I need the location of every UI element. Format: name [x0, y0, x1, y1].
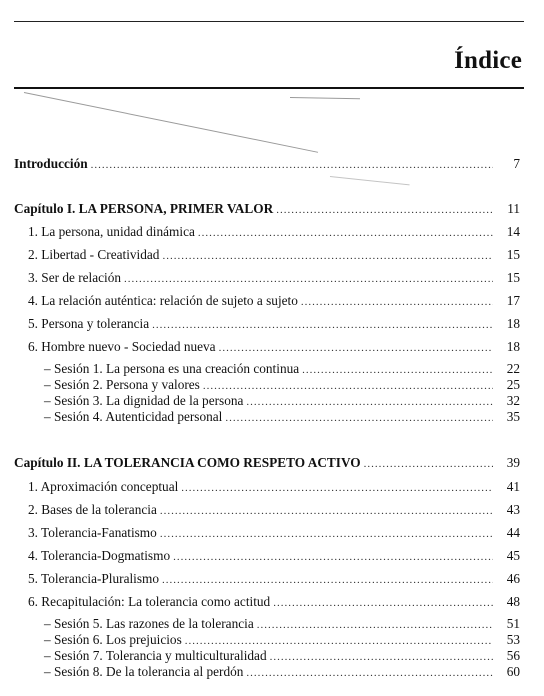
- title-rule: [14, 87, 524, 89]
- toc-session-entry: [44, 409, 520, 425]
- dot-leader: [160, 526, 493, 542]
- toc-entry-label: 4. Tolerancia-Dogmatismo: [28, 548, 171, 563]
- toc-page-number: 41: [506, 479, 520, 494]
- toc-page-number: 7: [513, 156, 520, 171]
- dot-leader: [124, 271, 493, 287]
- toc-entry-label: 3. Tolerancia-Fanatismo: [28, 525, 157, 540]
- toc-entry-label: – Sesión 5. Las razones de la tolerancia: [44, 616, 254, 631]
- toc-section-entry: [28, 525, 520, 541]
- toc-section-entry: [28, 316, 520, 332]
- toc-page-number: 39: [506, 455, 520, 470]
- toc-page-number: 25: [506, 377, 520, 392]
- toc-page-number: 45: [506, 548, 520, 563]
- toc-entry-label: – Sesión 1. La persona es una creación continua: [44, 361, 300, 376]
- dot-leader: [198, 225, 493, 241]
- scan-scratch: [330, 176, 410, 185]
- toc-session-entry: [44, 361, 520, 377]
- toc-page-number: 56: [506, 648, 520, 663]
- toc-entry-label: – Sesión 4. Autenticidad personal: [44, 409, 223, 424]
- toc-session-entry: [44, 648, 520, 664]
- toc-chapter-entry: [14, 201, 520, 217]
- toc-page-number: 43: [506, 502, 520, 517]
- toc-entry-label: 4. La relación auténtica: relación de sujeto a sujeto: [28, 293, 298, 308]
- toc-page-number: 44: [506, 525, 520, 540]
- toc-entry-label: 5. Tolerancia-Pluralismo: [28, 571, 160, 586]
- toc-entry-label: 1. Aproximación conceptual: [28, 479, 179, 494]
- dot-leader: [162, 572, 493, 588]
- scan-scratch: [290, 97, 360, 99]
- toc-entry-label: – Sesión 6. Los prejuicios: [44, 632, 182, 647]
- toc-page-number: 35: [506, 409, 520, 424]
- dot-leader: [276, 202, 493, 218]
- dot-leader: [246, 394, 493, 410]
- toc-page-number: 46: [506, 571, 520, 586]
- dot-leader: [301, 294, 493, 310]
- toc-entry-label: 5. Persona y tolerancia: [28, 316, 150, 331]
- toc-entry-label: – Sesión 3. La dignidad de la persona: [44, 393, 244, 408]
- toc-entry-label: Capítulo II. LA TOLERANCIA COMO RESPETO ACTIVO: [14, 455, 361, 470]
- toc-entry-label: Capítulo I. LA PERSONA, PRIMER VALOR: [14, 201, 274, 216]
- dot-leader: [273, 595, 493, 611]
- toc-page-number: 15: [506, 270, 520, 285]
- scan-scratch: [24, 92, 318, 153]
- toc-entry-label: 2. Bases de la tolerancia: [28, 502, 157, 517]
- dot-leader: [160, 503, 493, 519]
- dot-leader: [173, 549, 493, 565]
- toc-page-number: 14: [506, 224, 520, 239]
- toc-entry-label: – Sesión 2. Persona y valores: [44, 377, 200, 392]
- toc-section-entry: [28, 571, 520, 587]
- toc-section-entry: [28, 548, 520, 564]
- toc-entry-label: 6. Hombre nuevo - Sociedad nueva: [28, 339, 216, 354]
- toc-page-number: 15: [506, 247, 520, 262]
- top-rule: [14, 21, 524, 22]
- toc-entry-label: 3. Ser de relación: [28, 270, 122, 285]
- toc-session-entry: [44, 664, 520, 680]
- dot-leader: [364, 456, 493, 472]
- toc-page-number: 53: [506, 632, 520, 647]
- toc-page-number: 60: [506, 664, 520, 679]
- toc-page-number: 11: [507, 201, 520, 216]
- toc-section-entry: [28, 224, 520, 240]
- dot-leader: [225, 410, 493, 426]
- toc-section-entry: [28, 339, 520, 355]
- toc-page-number: 22: [506, 361, 520, 376]
- dot-leader: [181, 480, 493, 496]
- toc-section-entry: [28, 270, 520, 286]
- toc-section-entry: [28, 247, 520, 263]
- toc-section-entry: [28, 293, 520, 309]
- toc-chapter-entry: [14, 455, 520, 471]
- dot-leader: [219, 340, 493, 356]
- toc-section-entry: [28, 502, 520, 518]
- dot-leader: [91, 157, 493, 173]
- toc-entry-label: Introducción: [14, 156, 88, 171]
- toc-page-number: 17: [506, 293, 520, 308]
- toc-page-number: 32: [506, 393, 520, 408]
- toc-session-entry: [44, 616, 520, 632]
- toc-entry-label: 1. La persona, unidad dinámica: [28, 224, 195, 239]
- dot-leader: [270, 649, 493, 665]
- toc-session-entry: [44, 393, 520, 409]
- toc-page-number: 51: [506, 616, 520, 631]
- dot-leader: [152, 317, 493, 333]
- toc-section-entry: [28, 594, 520, 610]
- toc-page-number: 48: [506, 594, 520, 609]
- dot-leader: [203, 378, 493, 394]
- toc-entry-label: – Sesión 7. Tolerancia y multiculturalidad: [44, 648, 267, 663]
- toc-entry-label: 2. Libertad - Creatividad: [28, 247, 160, 262]
- toc-session-entry: [44, 377, 520, 393]
- dot-leader: [302, 362, 493, 378]
- toc-section-entry: [28, 479, 520, 495]
- toc-session-entry: [44, 632, 520, 648]
- toc-chapter-entry: [14, 156, 520, 172]
- toc-entry-label: 6. Recapitulación: La tolerancia como actitud: [28, 594, 271, 609]
- toc-entry-label: – Sesión 8. De la tolerancia al perdón: [44, 664, 244, 679]
- dot-leader: [246, 665, 493, 681]
- toc-page-number: 18: [506, 316, 520, 331]
- toc-page-number: 18: [506, 339, 520, 354]
- dot-leader: [257, 617, 493, 633]
- dot-leader: [185, 633, 493, 649]
- dot-leader: [162, 248, 493, 264]
- page-title: Índice: [454, 47, 522, 74]
